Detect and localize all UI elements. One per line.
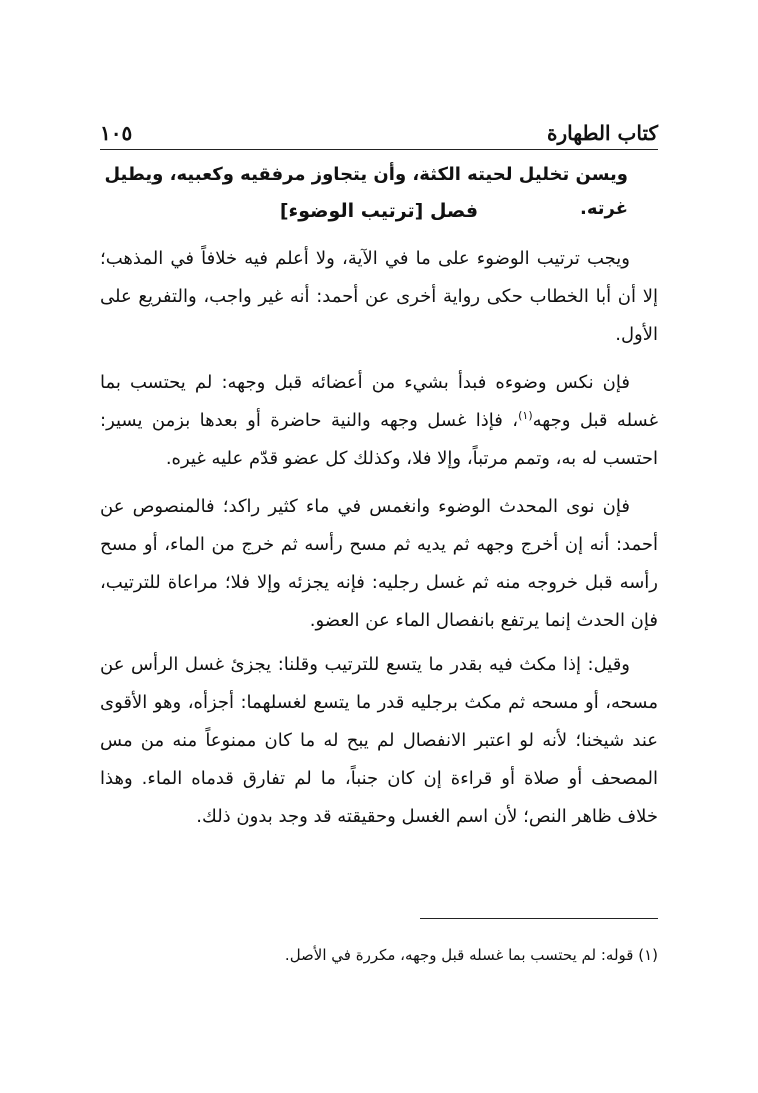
footnote: (١) قوله: لم يحتسب بما غسله قبل وجهه، مكررة في الأصل. (284, 946, 658, 964)
footnote-divider (420, 918, 658, 919)
section-heading: فصل [ترتيب الوضوء] (279, 200, 479, 222)
running-header (100, 112, 658, 150)
paragraph-2-end: ، فإذا غسل وجهه والنية حاضرة أو بعدها بزمن يسير: احتسب له به، وتمم مرتباً، وإلا فلا، وكذلك كل عضو قدّم عليه غيره. (100, 410, 658, 469)
book-title: كتاب الطهارة (547, 121, 658, 145)
page-number: ١٠٥ (100, 121, 133, 145)
footnote-reference: (١) (518, 409, 533, 422)
paragraph-3: فإن نوى المحدث الوضوء وانغمس في ماء كثير راكد؛ فالمنصوص عن أحمد: أنه إن أخرج وجهه ثم يديه ثم مسح رأسه ثم خرج من الماء، أو مسح رأسه قبل خروجه منه ثم غسل رجليه: فإنه يجزئه وإلا فلا؛ مراعاة للترتيب، فإن الحدث إنما يرتفع بانفصال الماء عن العضو. (100, 496, 658, 631)
paragraph-2 (100, 364, 658, 478)
paragraph-2-start: فإن نكس وضوءه فبدأ بشيء من أعضائه قبل وجهه: لم يحتسب بما غسله قبل وجهه (100, 372, 658, 431)
paragraph-4: وقيل: إذا مكث فيه بقدر ما يتسع للترتيب وقلنا: يجزئ غسل الرأس عن مسحه، أو مسحه ثم مكث برجليه قدر ما يتسع لغسلهما: أجزأه، وهو الأقوى عند شيخنا؛ لأنه لو اعتبر الانفصال لم يبح له ما كان ممنوعاً منه من مس المصحف أو صلاة أو قراءة إن كان جنباً، ما لم تفارق قدماه الماء. وهذا خلاف ظاهر النص؛ لأن اسم الغسل وحقيقته قد وجد بدون ذلك. (100, 654, 658, 827)
paragraph-1: ويجب ترتيب الوضوء على ما في الآية، ولا أعلم فيه خلافاً في المذهب؛ إلا أن أبا الخطاب حكى رواية أخرى عن أحمد: أنه غير واجب، والتفريع على الأول. (100, 248, 658, 345)
intro-line: ويسن تخليل لحيته الكثة، وأن يتجاوز مرفقيه وكعبيه، ويطيل غرته. (104, 164, 628, 219)
